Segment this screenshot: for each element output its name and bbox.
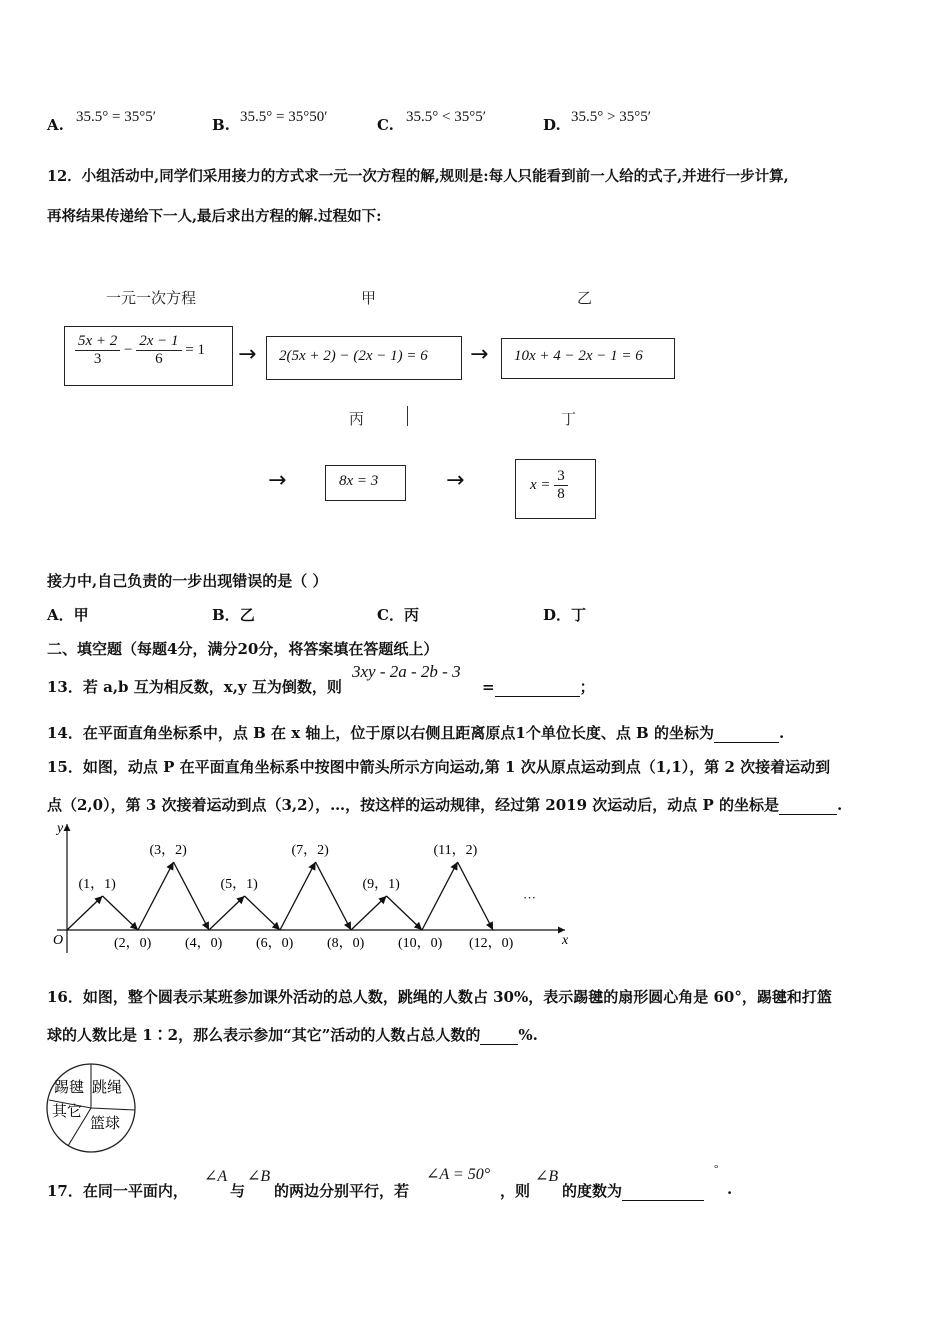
origin-label: O [53,933,64,948]
q17-angle-b2: ∠B [535,1168,559,1185]
q12-stem-line2: 再将结果传递给下一人,最后求出方程的解.过程如下: [47,208,382,225]
path-segment [245,896,281,930]
q17-comma: ，则 [500,1182,531,1200]
path-segment [351,896,387,930]
q13-answer-blank [495,678,580,697]
q17-ask: 的度数为 [562,1182,623,1200]
q12-option-c-letter: C． [377,606,404,624]
q12-option-b-text: 乙 [239,606,255,624]
point-label-bottom: (10，0) [398,936,443,951]
q11-option-b-expr: 35.5° = 35°50′ [240,109,328,125]
path-segment [422,862,458,930]
path-segment [138,862,174,930]
arrow-3: → [268,468,287,493]
q17-mid: 的两边分别平行，若 [274,1182,410,1200]
path-segment [280,862,316,930]
pie-label-tiaosheng: 跳绳 [92,1080,123,1096]
q13-end: ； [579,678,595,696]
q12-option-a-letter: A． [47,606,74,624]
arrow-1: → [238,342,257,367]
pie-label-tijian: 踢毽 [54,1080,85,1096]
q17-end: . [727,1180,733,1198]
equation-box-ding [515,459,596,519]
q17-prefix: 17．在同一平面内， [47,1182,188,1200]
q17-with: 与 [230,1182,246,1200]
q11-option-b-letter: B. [212,116,230,134]
q16-end: %. [518,1026,538,1044]
y-axis-label: y [57,821,64,836]
eq0-rhs: = 1 [185,341,205,358]
bottom-point-labels [114,936,514,951]
top-point-labels [79,843,478,892]
equation-box-yi [501,338,675,379]
q13-equals: = [482,678,495,696]
path-segment [387,896,423,930]
q11-option-a-letter: A. [47,116,64,134]
eq4-den: 8 [557,486,565,502]
q17-answer-blank [622,1182,704,1201]
q12-option-a-text: 甲 [73,606,89,624]
q13-expr: 3xy - 2a - 2b - 3 [352,662,461,681]
eq0-den2: 6 [155,351,163,367]
q11-option-d-letter: D. [543,116,561,134]
path-segment [67,896,103,930]
point-label-bottom: (6，0) [256,936,294,951]
q17-angle-a: ∠A [204,1168,228,1185]
q12-stem-line1: 12．小组活动中,同学们采用接力的方式求一元一次方程的解,规则是:每人只能看到前一人给的式子,并进行一步计算, [47,168,789,185]
q16-stem-line1: 16．如图，整个圆表示某班参加课外活动的总人数，跳绳的人数占 30%，表示踢毽的扇形圆心角是 60°，踢毽和打篮 [47,988,832,1006]
point-label-top: (11，2) [433,843,478,858]
point-label-bottom: (2，0) [114,936,152,951]
point-label-top: (9，1) [362,877,400,892]
q17-degree-mark: ° [714,1163,719,1175]
q14-text: 14．在平面直角坐标系中，点 B 在 x 轴上，位于原以右侧且距离原点1个单位长度、点 B 的坐标为 [47,724,714,742]
path-segment [316,862,352,930]
path-segment [103,896,139,930]
equation-box-jia [266,336,462,380]
arrow-2: → [470,342,489,367]
q15-end: . [837,796,843,814]
eq0-den1: 3 [93,351,102,367]
point-label-top: (7，2) [291,843,329,858]
q15-path-graph [45,818,585,958]
q12-option-b-letter: B． [212,606,240,624]
q15-stem-line1: 15．如图，动点 P 在平面直角坐标系中按图中箭头所示方向运动,第 1 次从原点运动到点（1,1），第 2 次接着运动到 [47,758,831,776]
x-axis-label: x [562,933,569,948]
q12-question: 接力中,自己负责的一步出现错误的是（ ） [47,572,328,590]
q11-option-c-letter: C. [377,116,394,134]
label-ding: 丁 [561,410,577,428]
eq2: 10x + 4 − 2x − 1 = 6 [514,348,643,364]
arrow-4: → [446,468,465,493]
eq1: 2(5x + 2) − (2x − 1) = 6 [279,348,428,364]
path-segment [458,862,494,930]
motion-path [67,862,493,930]
point-label-bottom: (4，0) [185,936,223,951]
eq4-num: 3 [554,468,568,486]
q11-option-d-expr: 35.5° > 35°5′ [571,109,651,125]
q14-end: . [778,724,785,742]
pie-label-lanqiu: 篮球 [90,1116,121,1132]
q17-angle-b: ∠B [247,1168,271,1185]
label-bing: 丙 [349,410,365,428]
path-segment [209,896,245,930]
point-label-bottom: (12，0) [469,936,514,951]
q14-answer-blank [714,724,779,743]
q12-option-d-letter: D． [543,606,572,624]
point-label-top: (1，1) [78,877,116,892]
q13-prefix: 13．若 a,b 互为相反数，x,y 互为倒数，则 [47,678,342,696]
section-2-heading: 二、填空题（每题4分，满分20分，将答案填在答题纸上） [47,640,439,658]
point-label-top: (3，2) [149,843,187,858]
q16-answer-blank [480,1026,518,1045]
q16-pie-chart [44,1060,144,1156]
q11-option-a-expr: 35.5° = 35°5′ [76,109,156,125]
cursor-bar [407,406,408,426]
equation-box-start [64,326,233,386]
point-label-bottom: (8，0) [327,936,365,951]
label-jia: 甲 [361,289,377,307]
pie-label-qita: 其它 [52,1104,83,1120]
point-label-top: (5，1) [220,877,258,892]
q17-condition: ∠A = 50° [426,1166,491,1183]
graph-ellipsis: ··· [523,890,536,905]
q11-option-c-expr: 35.5° < 35°5′ [406,109,486,125]
path-segment [174,862,210,930]
label-start: 一元一次方程 [106,289,197,307]
q16-stem-line2: 球的人数比是 1∶2，那么表示参加“其它”活动的人数占总人数的 [47,1026,481,1044]
eq0-num1: 5x + 2 [75,333,120,351]
eq0-num2: 2x − 1 [136,333,181,351]
eq4-lhs: x = [530,476,551,493]
q15-answer-blank [779,796,837,815]
q15-stem-line2: 点（2,0），第 3 次接着运动到点（3,2），…，按这样的运动规律，经过第 2019 次运动后，动点 P 的坐标是 [47,796,779,814]
eq0-minus: − [124,341,133,358]
pie-divider [91,1108,135,1110]
q12-option-c-text: 丙 [403,606,419,624]
label-yi: 乙 [577,289,593,307]
equation-box-bing [325,465,406,501]
eq3: 8x = 3 [339,473,379,489]
q12-option-d-text: 丁 [571,606,587,624]
